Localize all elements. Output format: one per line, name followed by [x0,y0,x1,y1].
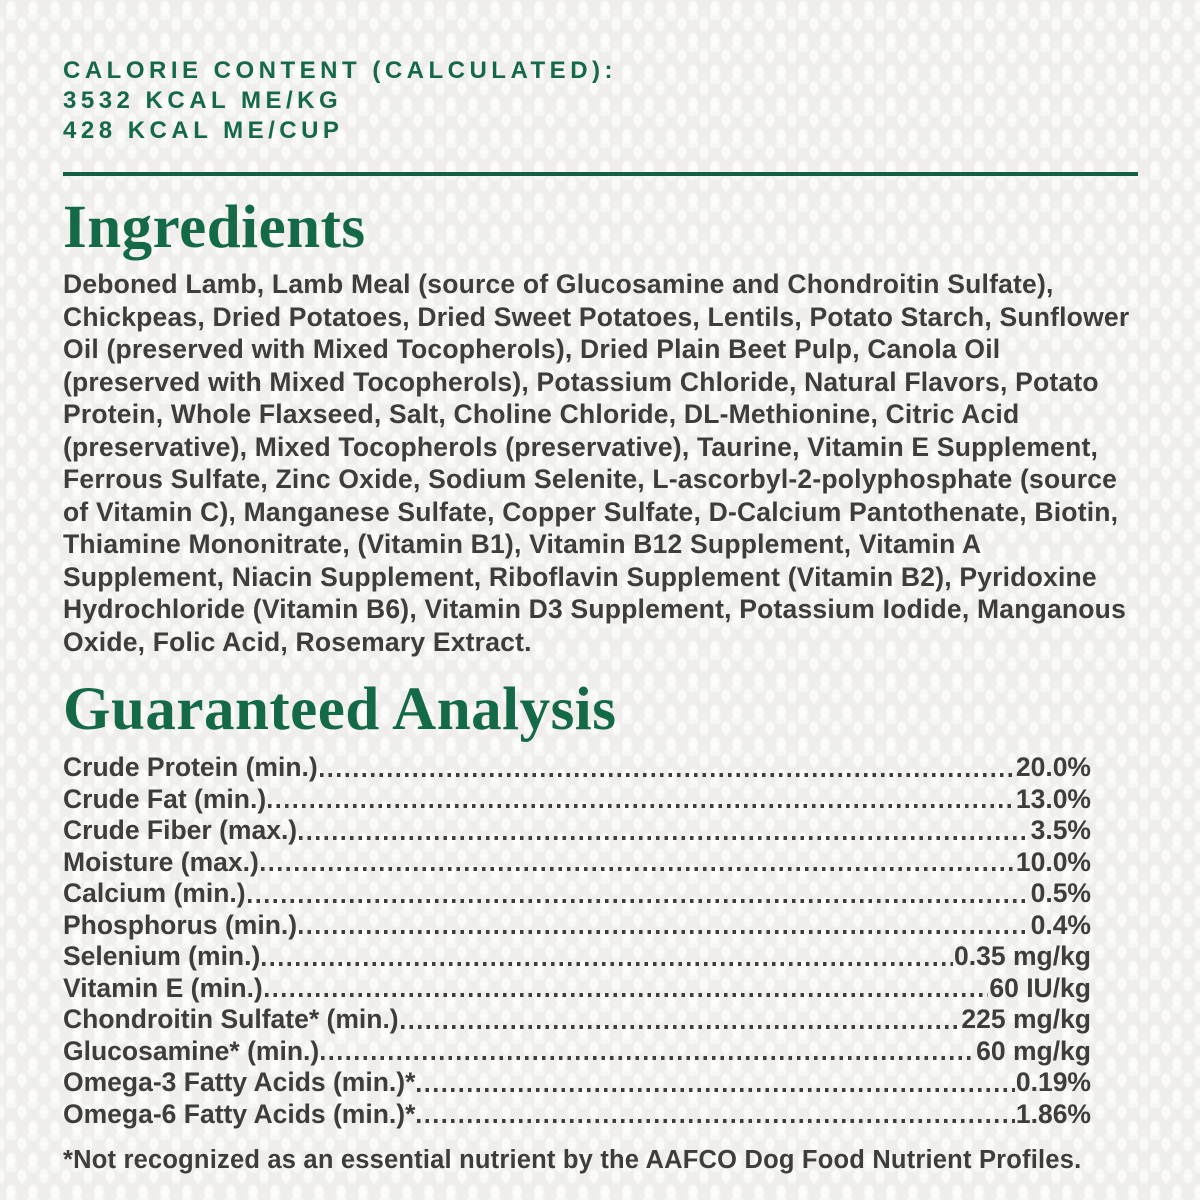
section-divider [63,172,1138,176]
analysis-row [63,1099,1091,1131]
nutrient-value: 0.4% [1030,909,1091,940]
dotted-leader [268,804,1015,808]
nutrient-label: Selenium (min.) [63,941,261,971]
calorie-kcal-per-cup: 428 KCAL ME/CUP [63,117,344,144]
analysis-row [63,815,1091,847]
nutrient-label: Phosphorus (min.) [63,909,298,940]
analysis-row [63,1067,1091,1099]
dotted-leader [248,899,1030,903]
analysis-row [63,1036,1091,1068]
dotted-leader [299,836,1029,840]
dotted-leader [262,962,953,966]
calorie-kcal-per-kg: 3532 KCAL ME/KG [63,87,343,114]
dotted-leader [265,993,989,997]
dotted-leader [417,1119,1014,1123]
nutrient-value: 0.35 mg/kg [954,941,1091,971]
nutrient-label: Chondroitin Sulfate* (min.) [63,1004,399,1034]
dotted-leader [321,1056,975,1060]
ingredients-text: Deboned Lamb, Lamb Meal (source of Glucosamine and Chondroitin Sulfate), Chickpeas, Dried Potatoes, Dried Sweet Potatoes, Lentils, Potato Starch, Sunflower Oil (preserved with Mixed Tocopherols), Dried Plain Beet Pulp, Canola Oil (preserved with Mixed Tocopherols), Potassium Chloride, Natural Flavors, Potato Protein, Whole Flaxseed, Salt, Choline Chloride, DL-Methionine, Citric Acid (preservative), Mixed Tocopherols (preservative), Taurine, Vitamin E Supplement, Ferrous Sulfate, Zinc Oxide, Sodium Selenite, L-ascorbyl-2-polyphosphate (source of Vitamin C), Manganese Sulfate, Copper Sulfate, D-Calcium Pantothenate, Biotin, Thiamine Mononitrate, (Vitamin B1), Vitamin B12 Supplement, Vitamin A Supplement, Niacin Supplement, Riboflavin Supplement (Vitamin B2), Pyridoxine Hydrochloride (Vitamin B6), Vitamin D3 Supplement, Potassium Iodide, Manganous Oxide, Folic Acid, Rosemary Extract. [63,269,1130,657]
ingredients-heading: Ingredients [63,194,366,261]
analysis-row [63,973,1091,1005]
nutrient-label: Vitamin E (min.) [63,972,263,1003]
nutrient-label: Crude Protein (min.) [63,752,318,782]
nutrient-label: Crude Fat (min.) [63,783,267,814]
nutrient-value: 0.19% [1015,1067,1091,1097]
nutrient-value: 0.5% [1030,878,1091,908]
guaranteed-analysis-heading: Guaranteed Analysis [63,676,617,743]
dotted-leader [320,773,1015,777]
dotted-leader [401,1025,961,1029]
guaranteed-analysis-table [63,752,1091,1130]
analysis-row [63,910,1091,942]
nutrient-value: 3.5% [1030,815,1091,845]
nutrient-label: Omega-3 Fatty Acids (min.)* [63,1067,416,1097]
nutrient-value: 60 mg/kg [976,1035,1091,1066]
nutrient-value: 20.0% [1015,752,1091,782]
calorie-content-title: CALORIE CONTENT (CALCULATED): [63,57,618,84]
analysis-row [63,878,1091,910]
nutrient-value: 225 mg/kg [961,1004,1091,1034]
nutrient-label: Crude Fiber (max.) [63,815,298,845]
nutrient-value: 10.0% [1015,846,1091,877]
analysis-row [63,784,1091,816]
nutrient-label: Omega-6 Fatty Acids (min.)* [63,1098,416,1129]
dotted-leader [261,867,1015,871]
aafco-footnote: *Not recognized as an essential nutrient by the AAFCO Dog Food Nutrient Profiles. [63,1146,1082,1174]
analysis-row [63,941,1091,973]
nutrient-label: Calcium (min.) [63,878,246,908]
analysis-row [63,752,1091,784]
nutrient-label: Moisture (max.) [63,846,259,877]
nutrient-value: 1.86% [1015,1098,1091,1129]
nutrient-value: 60 IU/kg [989,972,1091,1003]
nutrient-label: Glucosamine* (min.) [63,1035,320,1066]
analysis-row [63,847,1091,879]
calorie-content-section [63,56,1138,146]
dotted-leader [299,930,1030,934]
nutrient-value: 13.0% [1015,783,1091,814]
analysis-row [63,1004,1091,1036]
dotted-leader [417,1088,1014,1092]
